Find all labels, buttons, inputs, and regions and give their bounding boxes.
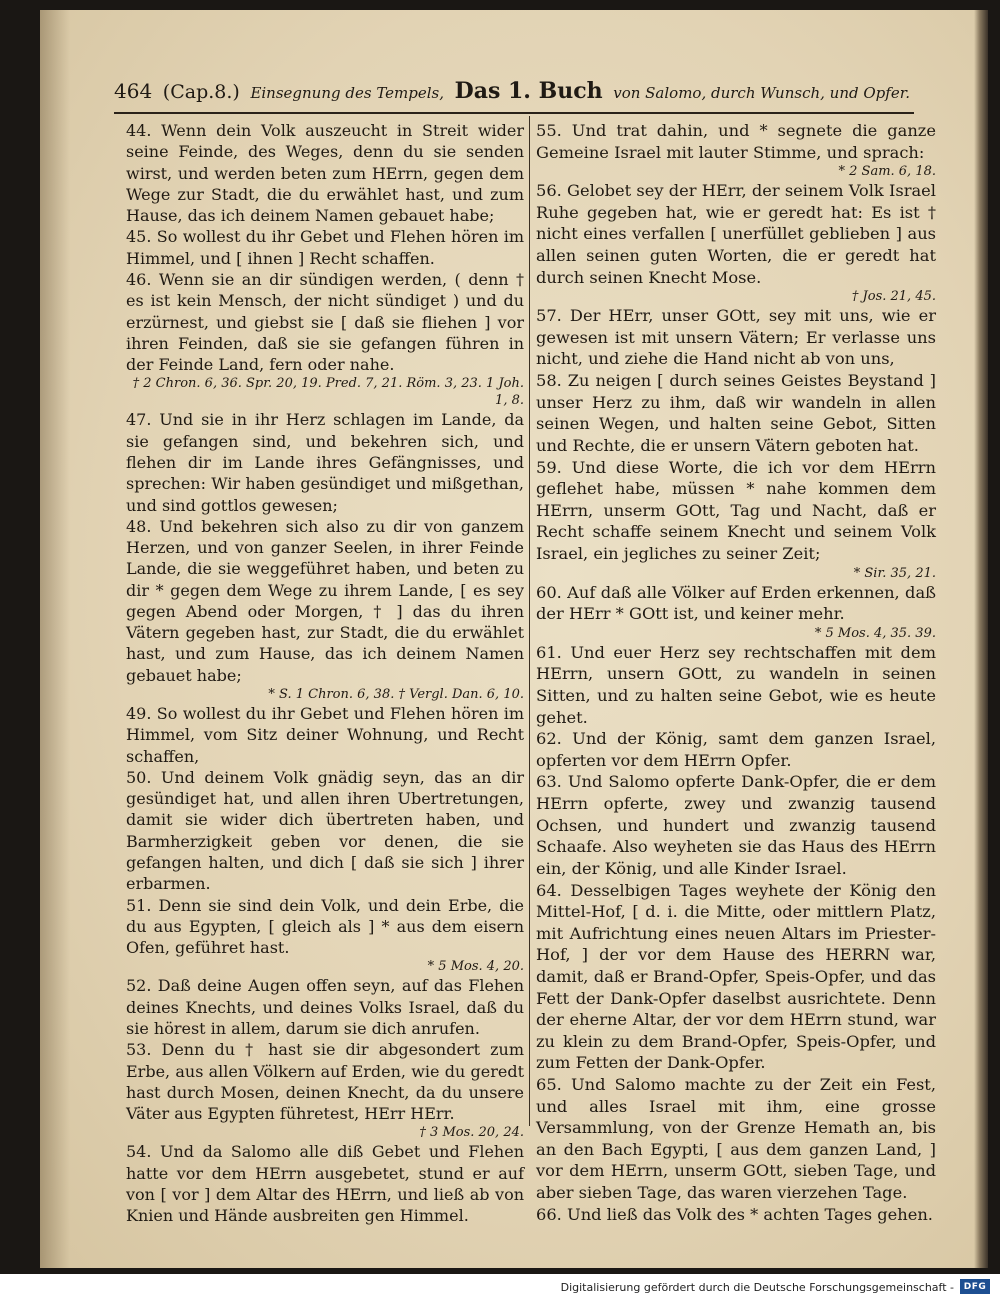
chapter-label: (Cap.8.): [162, 81, 240, 103]
verse-52: 52. Daß deine Augen offen seyn, auf das Flehen deines Knechts, und deines Volks Israel, daß du sie hörest in allem, darum sie dich anrufen.: [126, 976, 524, 1038]
verse-61: 61. Und euer Herz sey rechtschaffen mit dem HErrn, unsern GOtt, zu wandeln in seinen Sitten, und zu halten seine Gebot, wie es heute gehet.: [536, 642, 936, 727]
left-column: [126, 120, 524, 1227]
book-title: Das 1. Buch: [454, 78, 603, 104]
verse-51: 51. Denn sie sind dein Volk, und dein Erbe, die du aus Egypten, [ gleich als ] * aus dem eisern Ofen, geführet hast.: [126, 895, 524, 958]
header-rule: [114, 112, 914, 114]
cross-reference: * Sir. 35, 21.: [853, 565, 936, 581]
verse-47: 47. Und sie in ihr Herz schlagen im Lande, da sie gefangen sind, und bekehren sich, und flehen dir im Lande ihres Gefängnisses, und sprechen: Wir haben gesündiget und mißgethan, und sind gottlos gewesen;: [126, 410, 524, 515]
dfg-logo: DFG: [960, 1279, 990, 1294]
verse-44: 44. Wenn dein Volk auszeucht in Streit wider seine Feinde, des Weges, denn du sie senden wirst, und werden beten zum HErrn, gegen dem Wege zur Stadt, die du erwählet hast, und zum Hause, das ich deinem Namen gebauet habe;: [126, 121, 524, 226]
page-number: 464: [114, 79, 153, 103]
cross-reference: † 3 Mos. 20, 24.: [419, 1125, 524, 1141]
verse-49: 49. So wollest du ihr Gebet und Flehen hören im Himmel, vom Sitz deiner Wohnung, und Recht schaffen,: [126, 704, 524, 766]
verse-53: 53. Denn du † hast sie dir abgesondert zum Erbe, aus allen Völkern auf Erden, wie du geredt hast durch Mosen, deinen Knecht, da du unsere Väter aus Egypten führetest, HErr HErr.: [126, 1040, 524, 1124]
cross-reference: † Jos. 21, 45.: [851, 289, 936, 305]
verse-54: 54. Und da Salomo alle diß Gebet und Flehen hatte vor dem HErrn ausgebetet, stund er auf von [ vor ] dem Altar des HErrn, und ließ ab von Knien und Hände ausbreiten gen Himmel.: [126, 1142, 524, 1226]
verse-62: 62. Und der König, samt dem ganzen Israel, opferten vor dem HErrn Opfer.: [536, 729, 936, 770]
verse-66: 66. Und ließ das Volk des * achten Tages gehen.: [536, 1204, 933, 1224]
verse-50: 50. Und deinem Volk gnädig seyn, das an dir gesündiget hat, und allen ihren Ubertretungen, damit sie wider dich übertreten haben, und Barmherzigkeit geben vor denen, die sie gefangen halten, und dich [ daß sie sich ] ihrer erbarmen.: [126, 767, 524, 894]
page-gutter-shadow: [40, 10, 70, 1268]
right-column: [536, 120, 936, 1225]
verse-57: 57. Der HErr, unser GOtt, sey mit uns, wie er gewesen ist mit unsern Vätern; Er verlasse uns nicht, und ziehe die Hand nicht ab von uns,: [536, 306, 936, 369]
verse-48: 48. Und bekehren sich also zu dir von ganzem Herzen, und von ganzer Seelen, in ihrer Feinde Lande, die sie weggeführet haben, und beten zu dir * gegen dem Wege zu ihrem Lande, [ es sey gegen Abend oder Morgen, † ] das du ihren Vätern gegeben hast, zur Stadt, die du erwählet hast, und zum Hause, das ich deinem Namen gebauet habe;: [126, 516, 524, 685]
cross-reference: * 2 Sam. 6, 18.: [838, 164, 936, 180]
running-header: [114, 78, 910, 108]
header-right-title: von Salomo, durch Wunsch, und Opfer.: [613, 84, 910, 102]
verse-55: 55. Und trat dahin, und * segnete die ganze Gemeine Israel mit lauter Stimme, und sprach:: [536, 121, 936, 162]
page-edge: [974, 10, 988, 1268]
cross-reference: * 5 Mos. 4, 35. 39.: [814, 625, 936, 641]
cross-reference: * 5 Mos. 4, 20.: [427, 959, 524, 975]
cross-reference: * S. 1 Chron. 6, 38. † Vergl. Dan. 6, 10.: [268, 687, 524, 703]
verse-60: 60. Auf daß alle Völker auf Erden erkennen, daß der HErr * GOtt ist, und keiner mehr.: [536, 582, 936, 624]
verse-56: 56. Gelobet sey der HErr, der seinem Volk Israel Ruhe gegeben hat, wie er geredt hat: Es ist † nicht eines verfallen [ unerfüllet geblieben ] aus allen seinen guten Worten, die er geredt hat durch seinen Knecht Mose.: [536, 181, 936, 287]
cross-reference: † 2 Chron. 6, 36. Spr. 20, 19. Pred. 7, 21. Röm. 3, 23. 1 Joh. 1, 8.: [132, 376, 524, 409]
verse-59: 59. Und diese Worte, die ich vor dem HErrn geflehet habe, müssen * nahe kommen dem HErrn, unserm GOtt, Tag und Nacht, daß er Recht schaffe seinem Knecht und seinem Volk Israel, ein jegliches zu seiner Zeit;: [536, 457, 936, 563]
verse-45: 45. So wollest du ihr Gebet und Flehen hören im Himmel, und [ ihnen ] Recht schaffen.: [126, 227, 524, 268]
verse-58: 58. Zu neigen [ durch seines Geistes Beystand ] unser Herz zu ihm, daß wir wandeln in allen seinen Wegen, und halten seine Gebot, Sitten und Rechte, die er unsern Vätern geboten hat.: [536, 371, 936, 455]
column-divider: [529, 116, 530, 1126]
verse-64: 64. Desselbigen Tages weyhete der König den Mittel-Hof, [ d. i. die Mitte, oder mittlern Platz, mit Aufrichtung eines neuen Altars im Priester-Hof, ] der vor dem Hause des HERRN war, damit, daß er Brand-Opfer, Speis-Opfer, und das Fett der Dank-Opfer daselbst ausrichtete. Denn der eherne Altar, der vor dem HErrn stund, war zu klein zu dem Brand-Opfer, Speis-Opfer, und zum Fetten der Dank-Opfer.: [536, 880, 936, 1073]
verse-65: 65. Und Salomo machte zu der Zeit ein Fest, und alles Israel mit ihm, eine grosse Versammlung, von der Grenze Hemath an, bis an den Bach Egypti, [ aus dem ganzen Land, ] vor dem HErrn, unserm GOtt, sieben Tage, und aber sieben Tage, das waren vierzehen Tage.: [536, 1074, 936, 1203]
verse-46: 46. Wenn sie an dir sündigen werden, ( denn † es ist kein Mensch, der nicht sündiget ) und du erzürnest, und giebst sie [ daß sie fliehen ] vor ihren Feinden, daß sie sie gefangen führen in der Feinde Land, fern oder nahe.: [126, 269, 524, 375]
book-page: [40, 10, 988, 1268]
verse-63: 63. Und Salomo opferte Dank-Opfer, die er dem HErrn opferte, zwey und zwanzig tausend Ochsen, und hundert und zwanzig tausend Schaafe. Also weyheten sie das Haus des HErrn ein, der König, und alle Kinder Israel.: [536, 772, 936, 878]
funding-credit: Digitalisierung gefördert durch die Deutsche Forschungsgemeinschaft -: [560, 1281, 954, 1294]
header-left-title: Einsegnung des Tempels,: [250, 84, 445, 102]
